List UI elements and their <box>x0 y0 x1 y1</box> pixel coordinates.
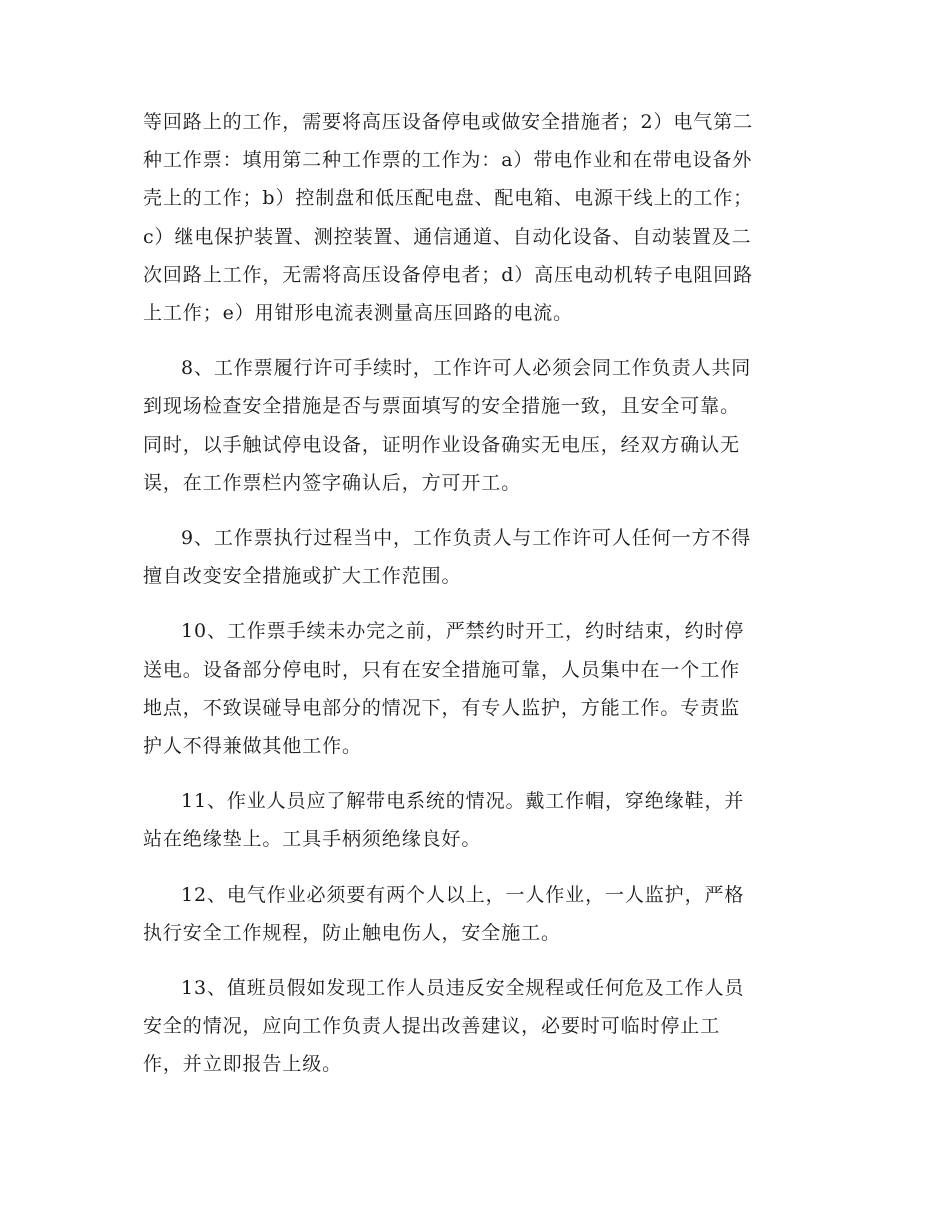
paragraph-item-13 <box>143 969 808 1084</box>
text-line: 同时，以手触试停电设备，证明作业设备确实无电压，经双方确认无 <box>143 433 741 456</box>
text-line: 护人不得兼做其他工作。 <box>143 735 362 758</box>
text-line: c）继电保护装置、测控装置、通信通道、自动化设备、自动装置及二 <box>143 225 752 248</box>
text-line: 13、值班员假如发现工作人员违反安全规程或任何危及工作人员 <box>181 977 745 1000</box>
text-line: 9、工作票执行过程当中，工作负责人与工作许可人任何一方不得 <box>181 527 752 550</box>
text-line: 作，并立即报告上级。 <box>143 1053 343 1076</box>
text-line: 安全的情况，应向工作负责人提出改善建议，必要时可临时停止工 <box>143 1015 721 1038</box>
text-line: 8、工作票履行许可手续时，工作许可人必须会同工作负责人共同 <box>181 357 752 380</box>
text-line: 误，在工作票栏内签字确认后，方可开工。 <box>143 471 522 494</box>
text-line: 等回路上的工作，需要将高压设备停电或做安全措施者；2）电气第二 <box>143 111 753 133</box>
text-line: 上工作；e）用钳形电流表测量高压回路的电流。 <box>143 302 574 325</box>
paragraph-item-12 <box>143 876 808 952</box>
text-line: 12、电气作业必须要有两个人以上，一人作业，一人监护，严格 <box>181 883 745 906</box>
paragraph-item-10 <box>143 612 808 765</box>
text-line: 到现场检查安全措施是否与票面填写的安全措施一致，且安全可靠。 <box>143 395 741 418</box>
text-line: 擅自改变安全措施或扩大工作范围。 <box>143 565 462 588</box>
paragraph-continuation <box>143 103 808 332</box>
text-line: 站在绝缘垫上。工具手柄须绝缘良好。 <box>143 828 482 851</box>
text-line: 送电。设备部分停电时，只有在安全措施可靠，人员集中在一个工作 <box>143 658 741 681</box>
paragraph-item-11 <box>143 782 808 858</box>
document-body <box>143 103 808 1101</box>
text-line: 壳上的工作；b）控制盘和低压配电盘、配电箱、电源干线上的工作； <box>143 187 754 210</box>
text-line: 次回路上工作，无需将高压设备停电者；d）高压电动机转子电阻回路 <box>143 263 754 286</box>
text-line: 10、工作票手续未办完之前，严禁约时开工，约时结束，约时停 <box>181 620 745 643</box>
paragraph-item-9 <box>143 519 808 595</box>
text-line: 种工作票：填用第二种工作票的工作为：a）带电作业和在带电设备外 <box>143 149 753 172</box>
text-line: 地点，不致误碰导电部分的情况下，有专人监护，方能工作。专责监 <box>143 696 741 719</box>
text-line: 11、作业人员应了解带电系统的情况。戴工作帽，穿绝缘鞋，并 <box>181 790 745 813</box>
text-line: 执行安全工作规程，防止触电伤人，安全施工。 <box>143 921 561 944</box>
paragraph-item-8 <box>143 349 808 502</box>
